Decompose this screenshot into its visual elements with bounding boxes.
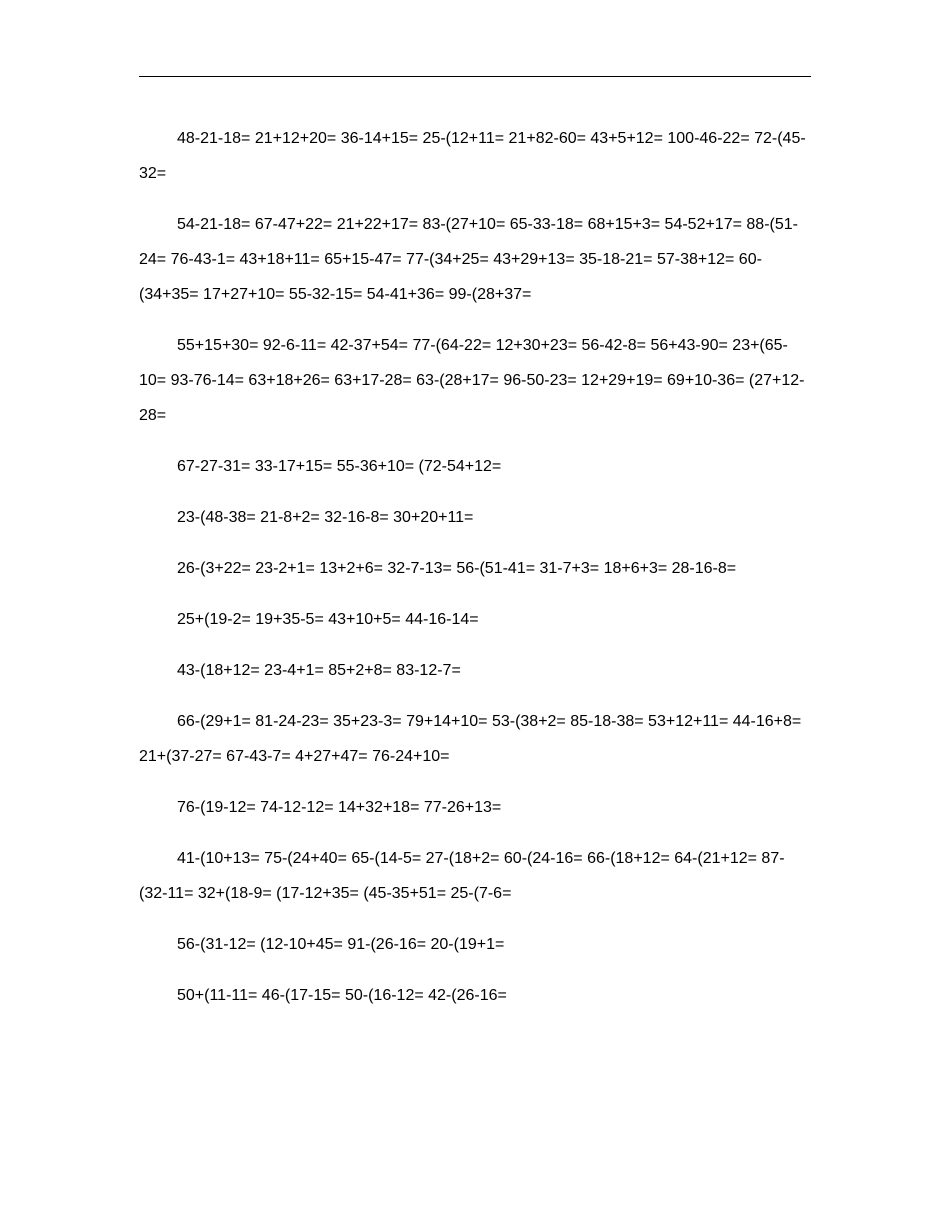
equation-paragraph-11: 41-(10+13= 75-(24+40= 65-(14-5= 27-(18+2= 60-(24-16= 66-(18+12= 64-(21+12= 87-(32-11= 32+(18-9= (17-12+35= (45-35+51= 25-(7-6= (139, 850, 785, 902)
equation-paragraph-13: 50+(11-11= 46-(17-15= 50-(16-12= 42-(26-16= (177, 987, 507, 1004)
equation-paragraph-4: 67-27-31= 33-17+15= 55-36+10= (72-54+12= (177, 458, 502, 475)
equation-paragraph-10: 76-(19-12= 74-12-12= 14+32+18= 77-26+13= (177, 799, 502, 816)
equation-paragraph-12: 56-(31-12= (12-10+45= 91-(26-16= 20-(19+1= (177, 936, 505, 953)
equation-paragraph-7: 25+(19-2= 19+35-5= 43+10+5= 44-16-14= (177, 611, 479, 628)
equation-paragraph-2: 54-21-18= 67-47+22= 21+22+17= 83-(27+10= 65-33-18= 68+15+3= 54-52+17= 88-(51-24= 76-43-1= 43+18+11= 65+15-47= 77-(34+25= 43+29+13= 35-18-21= 57-38+12= 60-(34+35= 17+27+10= 55-32-15= 54-41+36= 99-(28+37= (139, 216, 798, 303)
equation-paragraph-3: 55+15+30= 92-6-11= 42-37+54= 77-(64-22= 12+30+23= 56-42-8= 56+43-90= 23+(65-10= 93-76-14= 63+18+26= 63+17-28= 63-(28+17= 96-50-23= 12+29+19= 69+10-36= (27+12-28= (139, 337, 805, 424)
header-rule (139, 76, 811, 77)
equation-paragraph-1: 48-21-18= 21+12+20= 36-14+15= 25-(12+11= 21+82-60= 43+5+12= 100-46-22= 72-(45-32= (139, 130, 806, 182)
equation-paragraph-5: 23-(48-38= 21-8+2= 32-16-8= 30+20+11= (177, 509, 474, 526)
document-body (139, 121, 811, 1029)
equation-paragraph-6: 26-(3+22= 23-2+1= 13+2+6= 32-7-13= 56-(51-41= 31-7+3= 18+6+3= 28-16-8= (177, 560, 737, 577)
equation-paragraph-9: 66-(29+1= 81-24-23= 35+23-3= 79+14+10= 53-(38+2= 85-18-38= 53+12+11= 44-16+8= 21+(37-27= 67-43-7= 4+27+47= 76-24+10= (139, 713, 802, 765)
equation-paragraph-8: 43-(18+12= 23-4+1= 85+2+8= 83-12-7= (177, 662, 461, 679)
